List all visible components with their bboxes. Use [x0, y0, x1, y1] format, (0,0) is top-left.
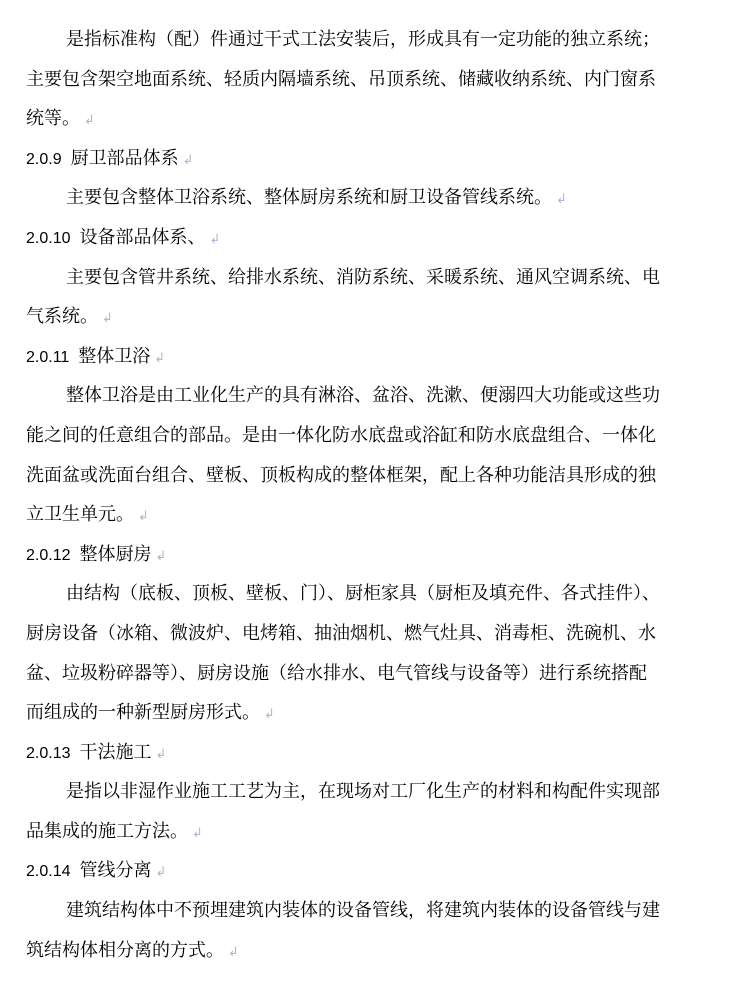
paragraph-text: 品集成的施工方法。 — [26, 820, 188, 842]
section-heading-2-0-9 — [26, 145, 706, 173]
section-number: 2.0.9 — [26, 150, 62, 168]
section-2-0-10-line-1 — [26, 264, 706, 292]
paragraph-mark-icon: ↲ — [154, 350, 166, 366]
paragraph-mark-icon: ↲ — [556, 192, 567, 208]
paragraph-text: 而组成的一种新型厨房形式。 — [26, 702, 260, 724]
section-title: 厨卫部品体系 — [70, 147, 179, 169]
section-number: 2.0.14 — [26, 863, 71, 881]
paragraph-text: 主要包含管井系统、给排水系统、消防系统、采暖系统、通风空调系统、电 — [66, 266, 660, 288]
paragraph-text: 厨房设备（冰箱、微波炉、电烤箱、抽油烟机、燃气灶具、消毒柜、洗碗机、水 — [26, 622, 656, 644]
section-number: 2.0.12 — [26, 546, 71, 564]
section-number: 2.0.10 — [26, 229, 71, 247]
intro-line-3 — [26, 105, 706, 133]
paragraph-text: 筑结构体相分离的方式。 — [26, 939, 224, 961]
paragraph-text: 是指以非湿作业施工工艺为主，在现场对工厂化生产的材料和构配件实现部 — [66, 781, 660, 803]
paragraph-mark-icon: ↲ — [182, 152, 194, 168]
section-2-0-10-line-2 — [26, 303, 706, 331]
paragraph-text: 盆、垃圾粉碎器等）、厨房设施（给水排水、电气管线与设备等）进行系统搭配 — [26, 662, 647, 684]
section-2-0-12-line-4 — [26, 699, 706, 727]
intro-line-1 — [26, 26, 706, 54]
section-2-0-12-line-2 — [26, 620, 706, 648]
paragraph-mark-icon: ↲ — [192, 825, 203, 841]
paragraph-text: 主要包含架空地面系统、轻质内隔墙系统、吊顶系统、储藏收纳系统、内门窗系 — [26, 68, 656, 90]
paragraph-text: 能之间的任意组合的部品。是由一体化防水底盘或浴缸和防水底盘组合、一体化 — [26, 424, 656, 446]
section-title: 整体卫浴 — [78, 345, 151, 367]
section-heading-2-0-11 — [26, 343, 706, 371]
paragraph-mark-icon: ↲ — [138, 509, 149, 525]
section-number: 2.0.13 — [26, 744, 71, 762]
document-page — [26, 26, 706, 976]
section-heading-2-0-13 — [26, 739, 706, 767]
paragraph-text: 由结构（底板、顶板、壁板、门）、厨柜家具（厨柜及填充件、各式挂件）、 — [66, 583, 660, 605]
section-2-0-14-line-2 — [26, 937, 706, 965]
paragraph-text: 立卫生单元。 — [26, 504, 134, 526]
paragraph-text: 气系统。 — [26, 306, 98, 328]
section-heading-2-0-12 — [26, 541, 706, 569]
section-2-0-9-line-1 — [26, 184, 706, 212]
section-2-0-11-line-2 — [26, 422, 706, 450]
paragraph-mark-icon: ↲ — [102, 311, 113, 327]
paragraph-text: 建筑结构体中不预埋建筑内装体的设备管线，将建筑内装体的设备管线与建 — [66, 900, 660, 922]
paragraph-mark-icon: ↲ — [228, 944, 239, 960]
section-2-0-11-line-3 — [26, 462, 706, 490]
section-2-0-13-line-2 — [26, 818, 706, 846]
paragraph-mark-icon: ↲ — [155, 548, 167, 564]
paragraph-text: 整体卫浴是由工业化生产的具有淋浴、盆浴、洗漱、便溺四大功能或这些功 — [66, 385, 660, 407]
section-title: 干法施工 — [79, 741, 152, 763]
section-heading-2-0-10 — [26, 224, 706, 252]
paragraph-mark-icon: ↲ — [264, 707, 275, 723]
section-2-0-11-line-1 — [26, 382, 706, 410]
paragraph-mark-icon: ↲ — [209, 231, 221, 247]
section-2-0-13-line-1 — [26, 778, 706, 806]
intro-line-2 — [26, 66, 706, 94]
section-title: 设备部品体系、 — [79, 226, 206, 248]
paragraph-text: 是指标准构（配）件通过干式工法安装后，形成具有一定功能的独立系统； — [66, 29, 660, 50]
section-2-0-11-line-4 — [26, 501, 706, 529]
paragraph-text: 主要包含整体卫浴系统、整体厨房系统和厨卫设备管线系统。 — [66, 187, 552, 209]
section-2-0-12-line-3 — [26, 660, 706, 688]
section-2-0-12-line-1 — [26, 580, 706, 608]
paragraph-mark-icon: ↲ — [84, 113, 95, 129]
paragraph-text: 洗面盆或洗面台组合、壁板、顶板构成的整体框架，配上各种功能洁具形成的独 — [26, 464, 656, 486]
section-2-0-14-line-1 — [26, 897, 706, 925]
paragraph-mark-icon: ↲ — [155, 865, 167, 881]
paragraph-mark-icon: ↲ — [155, 746, 167, 762]
section-heading-2-0-14 — [26, 857, 706, 885]
section-title: 整体厨房 — [79, 543, 152, 565]
paragraph-text: 统等。 — [26, 108, 80, 130]
section-title: 管线分离 — [79, 860, 152, 882]
section-number: 2.0.11 — [26, 348, 70, 366]
